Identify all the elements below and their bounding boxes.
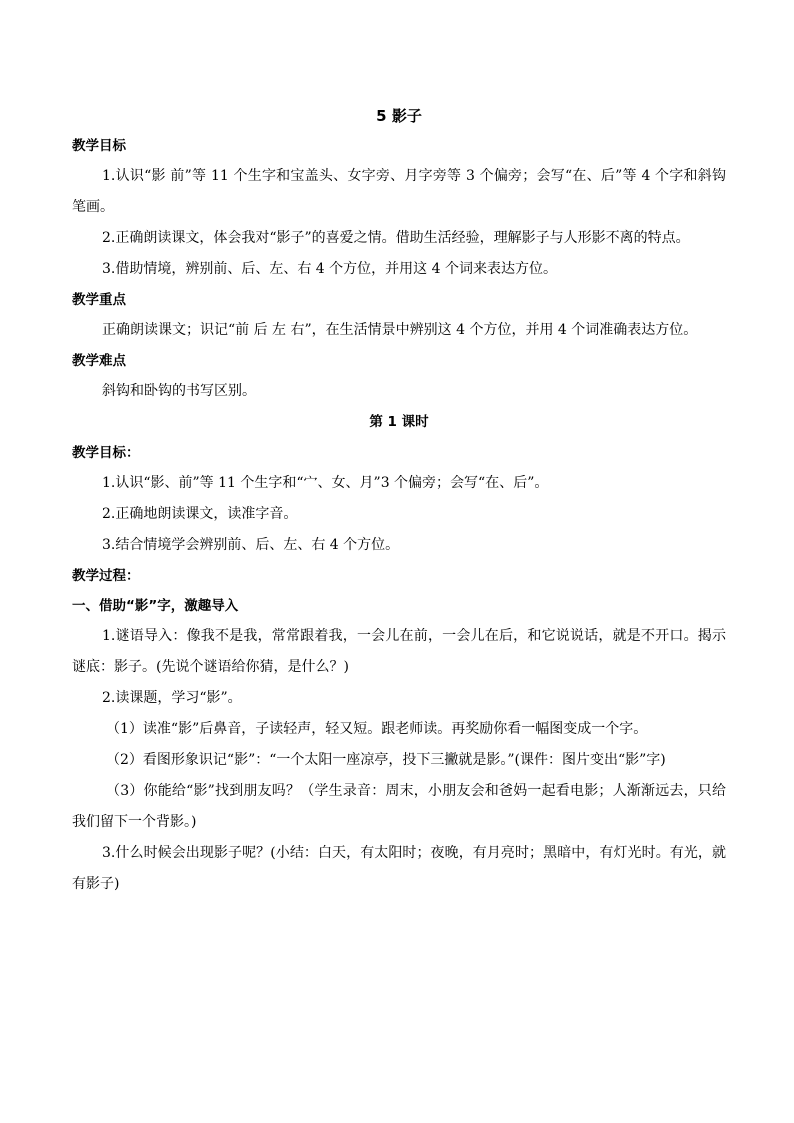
step1-heading: 一、借助“影”字，激趣导入 [72,598,239,614]
lesson-title: 5 影子 [376,107,422,125]
difficulty-text: 斜钩和卧钩的书写区别。 [102,383,256,399]
step1-subitem-3: （3）你能给“影”找到朋友吗？（学生录音：周末，小朋友会和爸妈一起看电影；人渐渐远去，只给我们留下一个背影。) [72,783,726,830]
lesson1-goal-1: 1.认识“影、前”等 11 个生字和“宀、女、月”3 个偏旁；会写“在、后”。 [102,475,549,491]
lesson1-goal-3: 3.结合情境学会辨别前、后、左、右 4 个方位。 [102,537,400,553]
lesson1-goal-2: 2.正确地朗读课文，读准字音。 [102,506,298,522]
step1-subitem-1: （1）读准“影”后鼻音，子读轻声，轻又短。跟老师读。再奖励你看一幅图变成一个字。 [106,721,648,737]
step1-subitem-2: （2）看图形象识记“影”：“一个太阳一座凉亭，投下三撇就是影。”(课件：图片变出“影”字) [106,752,666,768]
goal-item-2: 2.正确朗读课文，体会我对“影子”的喜爱之情。借助生活经验，理解影子与人形影不离的特点。 [102,230,690,246]
difficulty-heading: 教学难点 [72,353,126,369]
step1-item-1: 1.谜语导入：像我不是我，常常跟着我，一会儿在前，一会儿在后，和它说说话，就是不开口。揭示谜底：影子。(先说个谜语给你猜，是什么？) [72,628,726,675]
goal-item-1: 1.认识“影 前”等 11 个生字和宝盖头、女字旁、月字旁等 3 个偏旁；会写“在、后”等 4 个字和斜钩笔画。 [72,168,726,215]
goal-item-3: 3.借助情境，辨别前、后、左、右 4 个方位，并用这 4 个词来表达方位。 [102,261,557,277]
process-heading: 教学过程： [72,568,140,584]
step1-item-3: 3.什么时候会出现影子呢？(小结：白天，有太阳时；夜晚，有月亮时；黑暗中，有灯光时。有光，就有影子) [72,845,726,892]
step1-item-2: 2.读课题，学习“影”。 [102,690,242,706]
focus-heading: 教学重点 [72,292,126,308]
lesson1-goals-heading: 教学目标： [72,445,140,461]
focus-text: 正确朗读课文；识记“前 后 左 右”，在生活情景中辨别这 4 个方位，并用 4 个词准确表达方位。 [102,322,698,338]
goals-heading: 教学目标 [72,138,126,154]
lesson1-title: 第 1 课时 [369,414,429,430]
